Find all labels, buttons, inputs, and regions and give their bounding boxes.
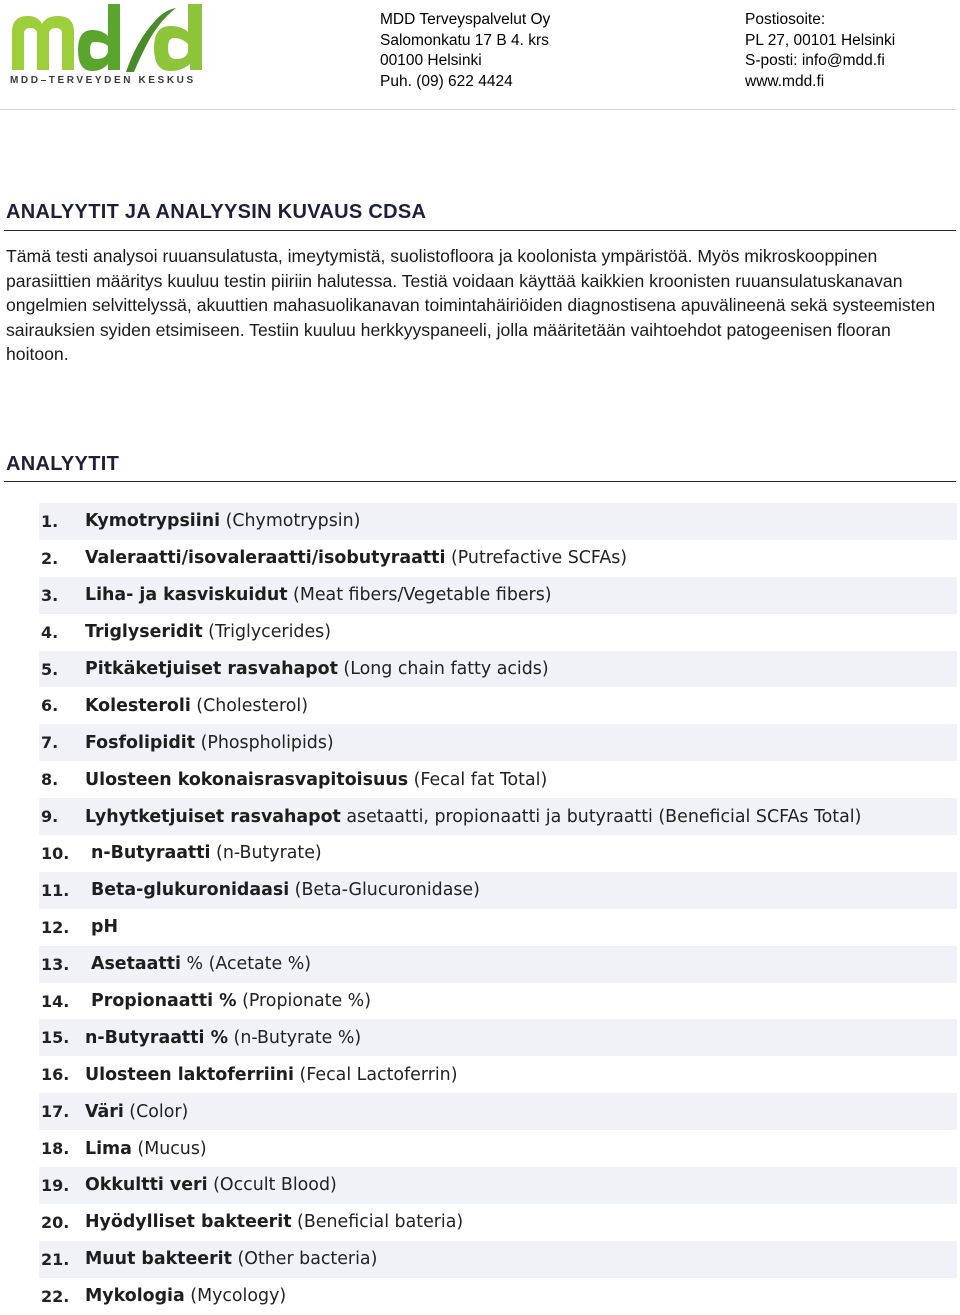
item-number: 20.	[41, 1212, 70, 1232]
section-title-cdsa: ANALYYTIT JA ANALYYSIN KUVAUS CDSA	[6, 201, 427, 223]
list-item	[39, 503, 957, 540]
item-number: 10.	[41, 843, 70, 863]
item-number: 17.	[41, 1102, 70, 1122]
list-item	[39, 724, 957, 761]
analyte-description: (Propionate %)	[236, 991, 371, 1012]
list-item	[39, 1019, 957, 1056]
list-item	[39, 1204, 957, 1241]
analyte-description: (Cholesterol)	[190, 695, 309, 716]
item-number: 15.	[41, 1028, 70, 1048]
analyte-description: (Mucus)	[131, 1138, 207, 1159]
analyte-name: Valeraatti/isovaleraatti/isobutyraatti	[85, 548, 446, 569]
logo-subtitle: MDD–TERVEYDEN KESKUS	[10, 75, 196, 86]
analyte-description: (Other bacteria)	[231, 1249, 378, 1270]
list-item	[39, 1056, 957, 1093]
email-link[interactable]: S-posti: info@mdd.fi	[745, 52, 885, 69]
mdd-logo	[8, 2, 210, 90]
analyte-description: % (Acetate %)	[180, 954, 312, 975]
analyte-name: Asetaatti	[91, 954, 181, 975]
company-name: MDD Terveyspalvelut Oy	[380, 11, 551, 28]
analyte-name: Triglyseridit	[85, 622, 203, 643]
analyte-name: Beta-glukuronidaasi	[91, 880, 290, 901]
item-number: 13.	[41, 954, 70, 974]
list-item	[39, 1167, 957, 1204]
item-number: 8.	[41, 770, 59, 790]
analyte-name: Mykologia	[85, 1286, 185, 1307]
item-number: 11.	[41, 880, 70, 900]
analyte-list	[39, 503, 957, 1315]
analyte-description: (Fecal Lactoferrin)	[294, 1064, 458, 1085]
analyte-name: Muut bakteerit	[85, 1249, 232, 1270]
item-number: 3.	[41, 585, 59, 605]
postal-label: Postiosoite:	[745, 11, 826, 28]
analyte-name: n-Butyraatti	[91, 843, 211, 864]
analyte-name: Liha- ja kasviskuidut	[85, 585, 288, 606]
section-divider	[4, 481, 956, 482]
list-item	[39, 1278, 957, 1315]
analyte-description: (n-Butyrate)	[210, 843, 322, 864]
list-item	[39, 614, 957, 651]
list-item	[39, 946, 957, 983]
item-number: 14.	[41, 991, 70, 1011]
item-number: 21.	[41, 1249, 70, 1269]
analyte-description: (Triglycerides)	[202, 622, 331, 643]
header-divider	[0, 109, 956, 110]
analyte-name: Ulosteen kokonaisrasvapitoisuus	[85, 769, 409, 790]
analyte-name: Lima	[85, 1138, 132, 1159]
item-number: 19.	[41, 1175, 70, 1195]
list-item	[39, 687, 957, 724]
analyte-name: Fosfolipidit	[85, 732, 196, 753]
analyte-name: Lyhytketjuiset rasvahapot	[85, 806, 341, 827]
item-number: 16.	[41, 1065, 70, 1085]
list-item	[39, 872, 957, 909]
analyte-name: Kolesteroli	[85, 695, 191, 716]
analyte-description: (Chymotrypsin)	[220, 511, 361, 532]
list-item	[39, 1130, 957, 1167]
analyte-description: (n-Butyrate %)	[228, 1027, 362, 1048]
analyte-name: Okkultti veri	[85, 1175, 208, 1196]
item-number: 1.	[41, 511, 59, 531]
item-number: 9.	[41, 807, 59, 827]
list-item	[39, 651, 957, 688]
website-link[interactable]: www.mdd.fi	[745, 72, 825, 90]
analyte-name: Hyödylliset bakteerit	[85, 1212, 292, 1233]
analyte-description: (Phospholipids)	[195, 732, 334, 753]
analyte-name: Kymotrypsiini	[85, 511, 221, 532]
analyte-name: pH	[91, 917, 119, 938]
analyte-name: Väri	[85, 1101, 124, 1122]
list-item	[39, 798, 957, 835]
list-item	[39, 1241, 957, 1278]
section-title-analytes: ANALYYTIT	[6, 453, 120, 475]
item-number: 7.	[41, 733, 59, 753]
analyte-name: Pitkäketjuiset rasvahapot	[85, 659, 338, 679]
item-number: 12.	[41, 917, 70, 937]
list-item	[39, 909, 957, 946]
analyte-description: (Beta-Glucuronidase)	[289, 880, 480, 901]
item-number: 22.	[41, 1286, 70, 1306]
po-box: PL 27, 00101 Helsinki	[745, 31, 896, 49]
postal-city: 00100 Helsinki	[380, 52, 482, 69]
section-divider	[4, 230, 956, 231]
street-address: Salomonkatu 17 B 4. krs	[380, 31, 549, 49]
mdd-logo-mark	[8, 2, 210, 74]
analyte-name: Propionaatti %	[91, 991, 237, 1012]
item-number: 5.	[41, 659, 59, 679]
analyte-description: (Fecal fat Total)	[408, 769, 548, 790]
analyte-description: (Beneficial bateria)	[291, 1212, 464, 1233]
intro-paragraph: Tämä testi analysoi ruuansulatusta, imeytymistä, suolistofloora ja koolonista ympäristöä. Myös mikroskooppinen parasiittien määritys kuuluu testin piiriin halutessa. Testiä voidaan käyttää kaikkien kroonisten ruuansulatuskanavan ongelmien selvittelyssä, akuuttien mahasuolikanavan toimintahäiriöiden diagnostisena apuvälineenä sekä systeemisten sairauksien syiden etsimiseen. Testiin kuuluu herkkyyspaneeli, jolla määritetään vaihtoehdot patogeenisen flooran hoitoon.	[6, 246, 936, 365]
analyte-description: (Color)	[123, 1101, 189, 1122]
item-number: 6.	[41, 696, 59, 716]
list-item	[39, 1093, 957, 1130]
item-number: 4.	[41, 622, 59, 642]
analyte-name: Ulosteen laktoferriini	[85, 1064, 295, 1085]
analyte-description: (Meat fibers/Vegetable fibers)	[287, 585, 552, 606]
analyte-description: (Putrefactive SCFAs)	[445, 548, 628, 569]
phone: Puh. (09) 622 4424	[380, 72, 513, 90]
contact-postal	[745, 10, 895, 92]
list-item	[39, 540, 957, 577]
analyte-description: asetaatti, propionaatti ja butyraatti (Beneficial SCFAs Total)	[340, 806, 862, 827]
item-number: 2.	[41, 548, 59, 568]
item-number: 18.	[41, 1139, 70, 1159]
analyte-description: (Mycology)	[184, 1286, 287, 1307]
analyte-name: n-Butyraatti %	[85, 1027, 228, 1048]
list-item	[39, 577, 957, 614]
analyte-description: (Occult Blood)	[207, 1175, 337, 1196]
analyte-description: (Long chain fatty acids)	[337, 659, 549, 679]
list-item	[39, 761, 957, 798]
contact-address	[380, 10, 550, 92]
list-item	[39, 835, 957, 872]
list-item	[39, 983, 957, 1020]
